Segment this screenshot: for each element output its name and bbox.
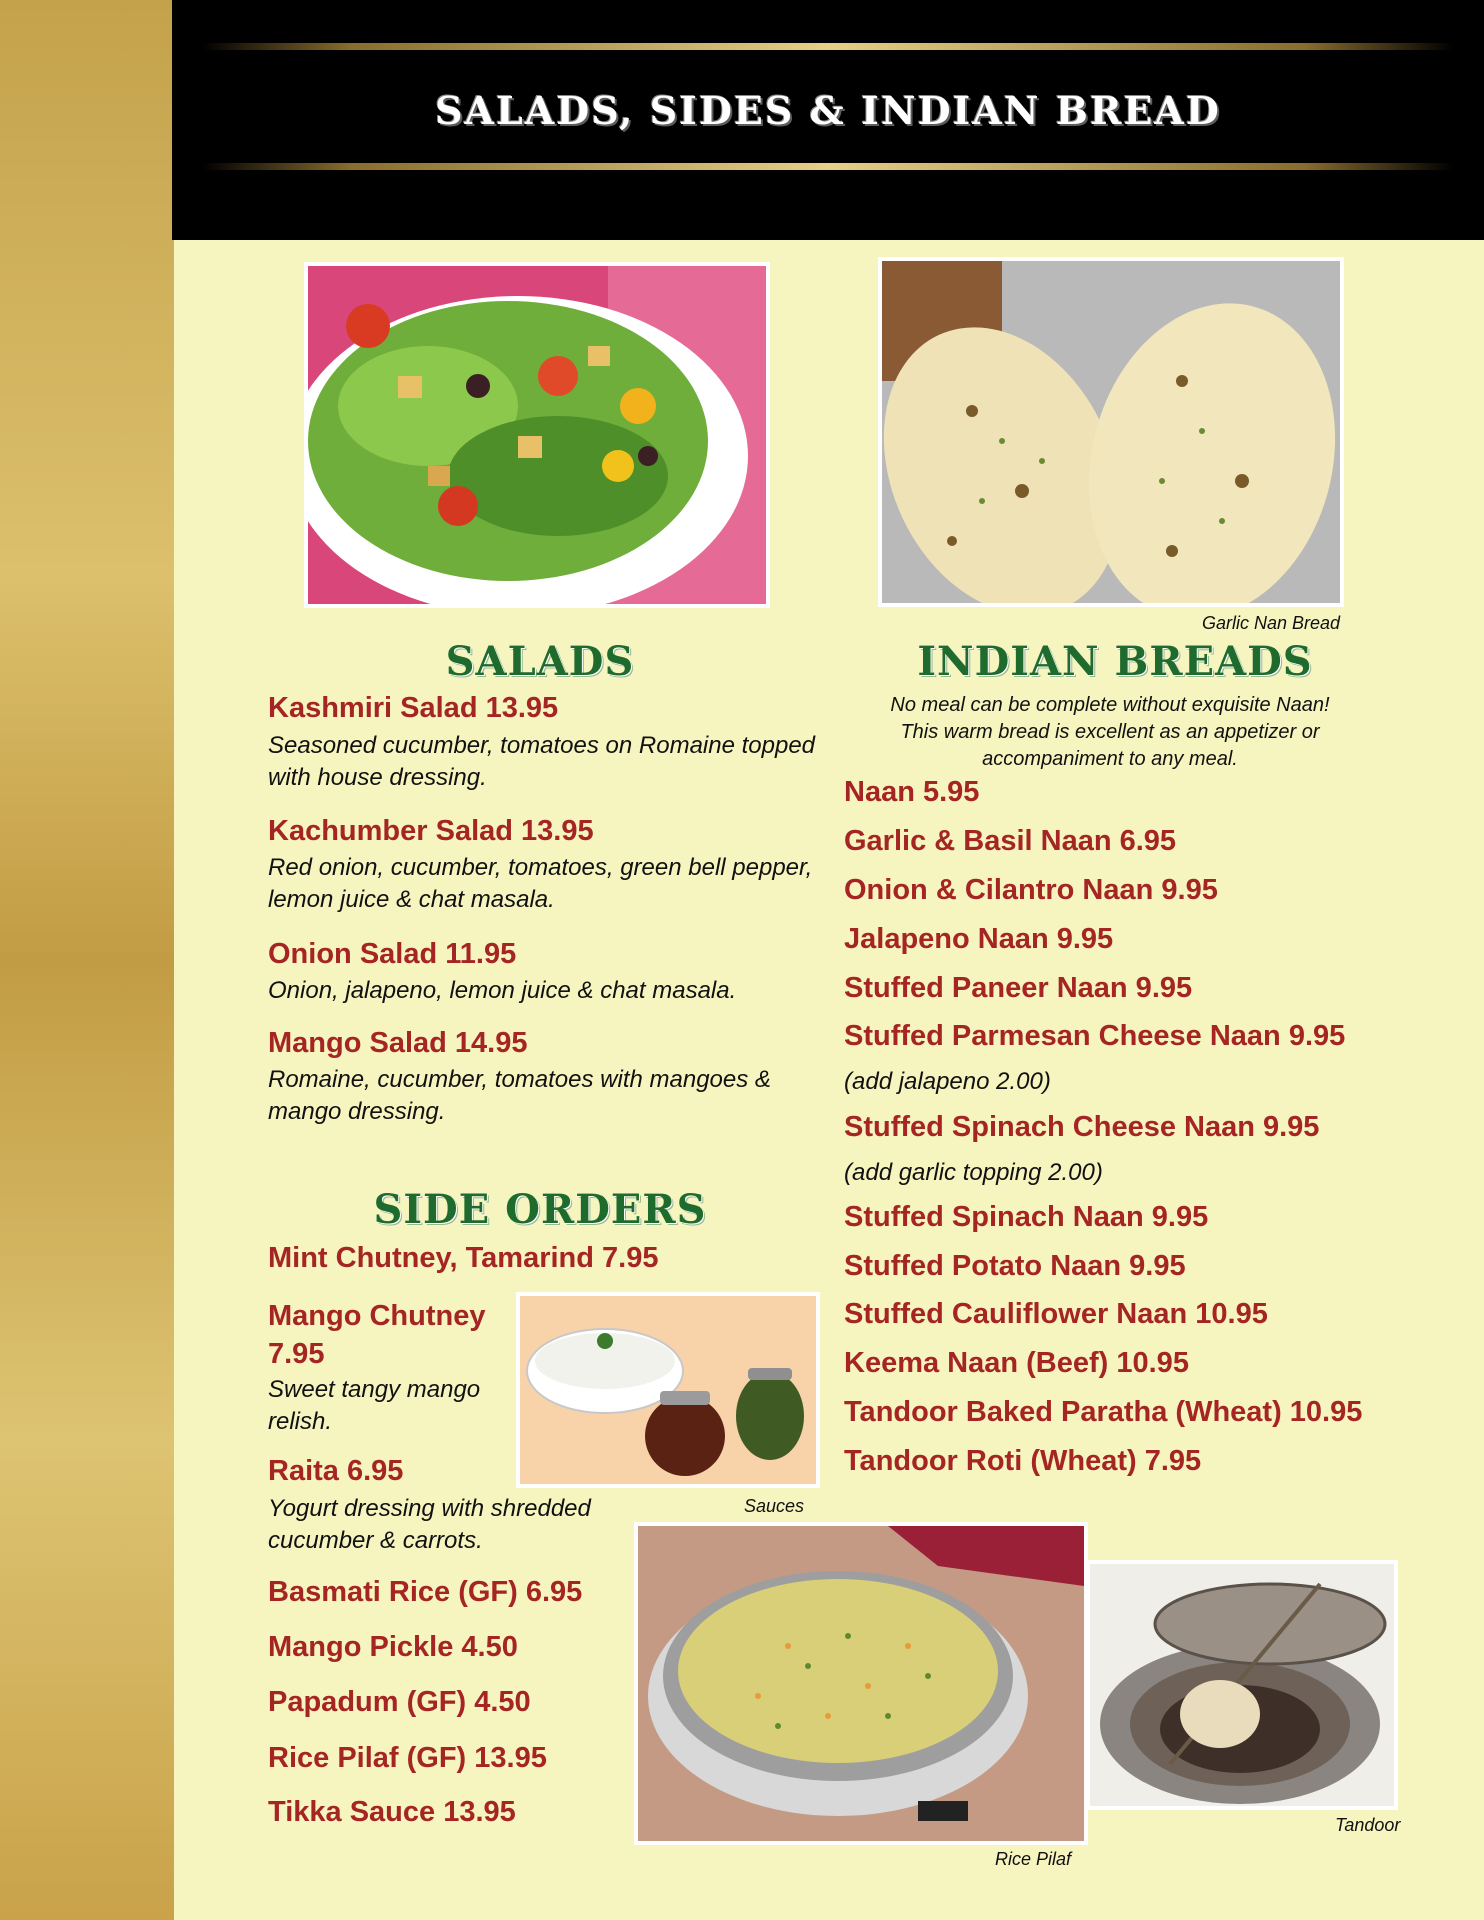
header-rule-bottom — [202, 163, 1454, 170]
bread-item-name: Naan 5.95 — [844, 776, 980, 808]
bread-item-name: Stuffed Spinach Naan 9.95 — [844, 1201, 1209, 1233]
side-item-name: Rice Pilaf (GF) 13.95 — [268, 1742, 547, 1774]
bread-item-name: Garlic & Basil Naan 6.95 — [844, 825, 1177, 857]
salad-item-name: Mango Salad 14.95 — [268, 1027, 528, 1059]
bread-item-name: Tandoor Roti (Wheat) 7.95 — [844, 1445, 1202, 1477]
salads-heading: SALADS — [445, 638, 635, 685]
naan-photo — [878, 257, 1344, 607]
side-item-name: Basmati Rice (GF) 6.95 — [268, 1576, 583, 1608]
side-item-desc: Yogurt dressing with shredded cucumber & carrots. — [268, 1495, 591, 1554]
naan-caption: Garlic Nan Bread — [1202, 613, 1341, 633]
side-item-desc: Sweet tangy mango relish. — [268, 1376, 481, 1435]
rice-pilaf-caption: Rice Pilaf — [995, 1849, 1072, 1869]
salad-item-name: Kashmiri Salad 13.95 — [268, 692, 559, 724]
salad-item-name: Onion Salad 11.95 — [268, 938, 517, 970]
bread-item-note: (add garlic topping 2.00) — [844, 1159, 1103, 1186]
salad-item-desc: Red onion, cucumber, tomatoes, green bell pepper, lemon juice & chat masala. — [268, 854, 813, 913]
salad-photo — [304, 262, 770, 608]
tandoor-caption: Tandoor — [1335, 1815, 1401, 1835]
bread-item-name: Keema Naan (Beef) 10.95 — [844, 1347, 1189, 1379]
salad-item-name: Kachumber Salad 13.95 — [268, 815, 594, 847]
header-rule-top — [202, 43, 1454, 50]
rice-pilaf-photo — [634, 1522, 1088, 1845]
side-item-name: Papadum (GF) 4.50 — [268, 1686, 531, 1718]
bread-item-name: Stuffed Parmesan Cheese Naan 9.95 — [844, 1020, 1346, 1052]
side-item-name: Tikka Sauce 13.95 — [268, 1796, 516, 1828]
side-item-name: Mango Chutney 7.95 — [268, 1300, 486, 1370]
salad-item-desc: Onion, jalapeno, lemon juice & chat masala. — [268, 977, 737, 1004]
bread-item-name: Stuffed Spinach Cheese Naan 9.95 — [844, 1111, 1320, 1143]
bread-item-name: Tandoor Baked Paratha (Wheat) 10.95 — [844, 1396, 1363, 1428]
bread-item-name: Stuffed Potato Naan 9.95 — [844, 1250, 1186, 1282]
indian-breads-heading: INDIAN BREADS — [917, 638, 1313, 685]
side-item-name: Raita 6.95 — [268, 1455, 404, 1487]
bread-item-name: Onion & Cilantro Naan 9.95 — [844, 874, 1218, 906]
bread-item-name: Jalapeno Naan 9.95 — [844, 923, 1114, 955]
bread-item-name: Stuffed Cauliflower Naan 10.95 — [844, 1298, 1268, 1330]
bread-item-name: Stuffed Paneer Naan 9.95 — [844, 972, 1193, 1004]
sauces-caption: Sauces — [744, 1496, 805, 1516]
bread-item-note: (add jalapeno 2.00) — [844, 1068, 1051, 1095]
tandoor-photo — [1086, 1560, 1398, 1810]
page-title: SALADS, SIDES & INDIAN BREAD — [435, 88, 1221, 133]
side-orders-heading: SIDE ORDERS — [373, 1186, 707, 1233]
salad-item-desc: Seasoned cucumber, tomatoes on Romaine topped with house dressing. — [268, 732, 816, 791]
breads-intro: No meal can be complete without exquisite Naan! This warm bread is excellent as an appetizer or accompaniment to any meal. — [890, 694, 1330, 770]
salad-item-desc: Romaine, cucumber, tomatoes with mangoes & mango dressing. — [268, 1066, 771, 1125]
side-item-name: Mint Chutney, Tamarind 7.95 — [268, 1242, 659, 1274]
gold-side-bar — [0, 0, 174, 1920]
page-header — [172, 0, 1484, 240]
sauces-photo — [516, 1292, 820, 1488]
side-item-name: Mango Pickle 4.50 — [268, 1631, 518, 1663]
